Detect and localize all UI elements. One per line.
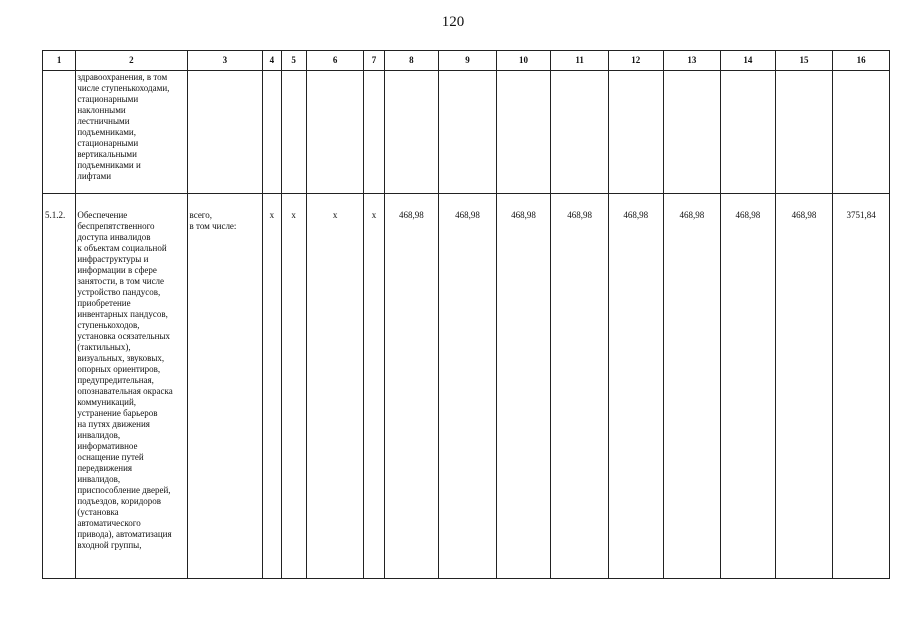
column-header: 16 bbox=[833, 51, 890, 71]
table-row bbox=[43, 194, 890, 579]
table-cell bbox=[496, 194, 551, 579]
table-cell bbox=[384, 194, 439, 579]
table-cell bbox=[439, 71, 497, 194]
table-cell bbox=[43, 71, 76, 194]
budget-table bbox=[42, 50, 890, 579]
cell-value: x bbox=[269, 210, 275, 220]
table-row bbox=[43, 71, 890, 194]
table-cell bbox=[76, 71, 187, 194]
table-cell bbox=[263, 194, 281, 579]
table-cell bbox=[721, 71, 776, 194]
column-header: 8 bbox=[384, 51, 439, 71]
cell-value: 468,98 bbox=[398, 210, 424, 220]
column-header: 6 bbox=[306, 51, 364, 71]
cell-value: 468,98 bbox=[455, 210, 480, 220]
table-cell bbox=[281, 71, 306, 194]
row-number: 5.1.2. bbox=[45, 210, 66, 220]
cell-value: 468,98 bbox=[567, 210, 593, 220]
table-cell bbox=[775, 194, 833, 579]
table-cell bbox=[833, 194, 890, 579]
row-description: здравоохранения, в том числе ступенькоходами, стационарными наклонными лестничными подъемниками, стационарными вертикальными подъемниками и лифтами bbox=[77, 72, 170, 181]
column-header: 9 bbox=[439, 51, 497, 71]
row-description: Обеспечение беспрепятственного доступа инвалидов к объектам социальной инфраструктуры и информации в сфере занятости, в том числе устройство пандусов, приобретение инвентарных пандусов, ступенькоходов, установка осязательных (тактильных), визуальных, звуковых, опорных ориентиров, предупредительная, опознавательная окраска коммуникаций, устранение барьеров на путях движения инвалидов, информативное оснащение путей передвижения инвалидов, приспособление дверей, подъездов, коридоров (установка автоматического привода), автоматизация входной группы, bbox=[77, 210, 173, 550]
table-cell bbox=[663, 194, 721, 579]
table-cell bbox=[263, 71, 281, 194]
table-cell bbox=[608, 71, 663, 194]
table-cell bbox=[187, 71, 263, 194]
table-cell bbox=[43, 194, 76, 579]
column-header: 5 bbox=[281, 51, 306, 71]
cell-value: x bbox=[371, 210, 377, 220]
table-cell bbox=[663, 71, 721, 194]
cell-value: 468,98 bbox=[623, 210, 649, 220]
cell-value: 3751,84 bbox=[846, 210, 876, 220]
table-cell bbox=[306, 71, 364, 194]
table-cell bbox=[187, 194, 263, 579]
table-cell bbox=[608, 194, 663, 579]
column-header: 12 bbox=[608, 51, 663, 71]
table-cell bbox=[439, 194, 497, 579]
table-cell bbox=[364, 71, 384, 194]
column-header: 14 bbox=[721, 51, 776, 71]
table-cell bbox=[306, 194, 364, 579]
column-header: 13 bbox=[663, 51, 721, 71]
column-header: 10 bbox=[496, 51, 551, 71]
funding-source: всего, в том числе: bbox=[189, 210, 237, 231]
table-cell bbox=[775, 71, 833, 194]
table-cell bbox=[384, 71, 439, 194]
table-cell bbox=[281, 194, 306, 579]
cell-value: x bbox=[332, 210, 338, 220]
column-header: 4 bbox=[263, 51, 281, 71]
table-cell bbox=[721, 194, 776, 579]
table-cell bbox=[833, 71, 890, 194]
cell-value: 468,98 bbox=[679, 210, 705, 220]
table-header-row bbox=[43, 51, 890, 71]
table-cell bbox=[496, 71, 551, 194]
column-header: 15 bbox=[775, 51, 833, 71]
page-number: 120 bbox=[441, 14, 465, 30]
column-header: 3 bbox=[187, 51, 263, 71]
table-cell bbox=[551, 71, 609, 194]
column-header: 11 bbox=[551, 51, 609, 71]
column-header: 2 bbox=[76, 51, 187, 71]
table-cell bbox=[551, 194, 609, 579]
cell-value: 468,98 bbox=[735, 210, 761, 220]
cell-value: 468,98 bbox=[791, 210, 817, 220]
table-cell bbox=[76, 194, 187, 579]
column-header: 7 bbox=[364, 51, 384, 71]
cell-value: x bbox=[291, 210, 296, 220]
cell-value: 468,98 bbox=[511, 210, 536, 220]
table-cell bbox=[364, 194, 384, 579]
column-header: 1 bbox=[43, 51, 76, 71]
